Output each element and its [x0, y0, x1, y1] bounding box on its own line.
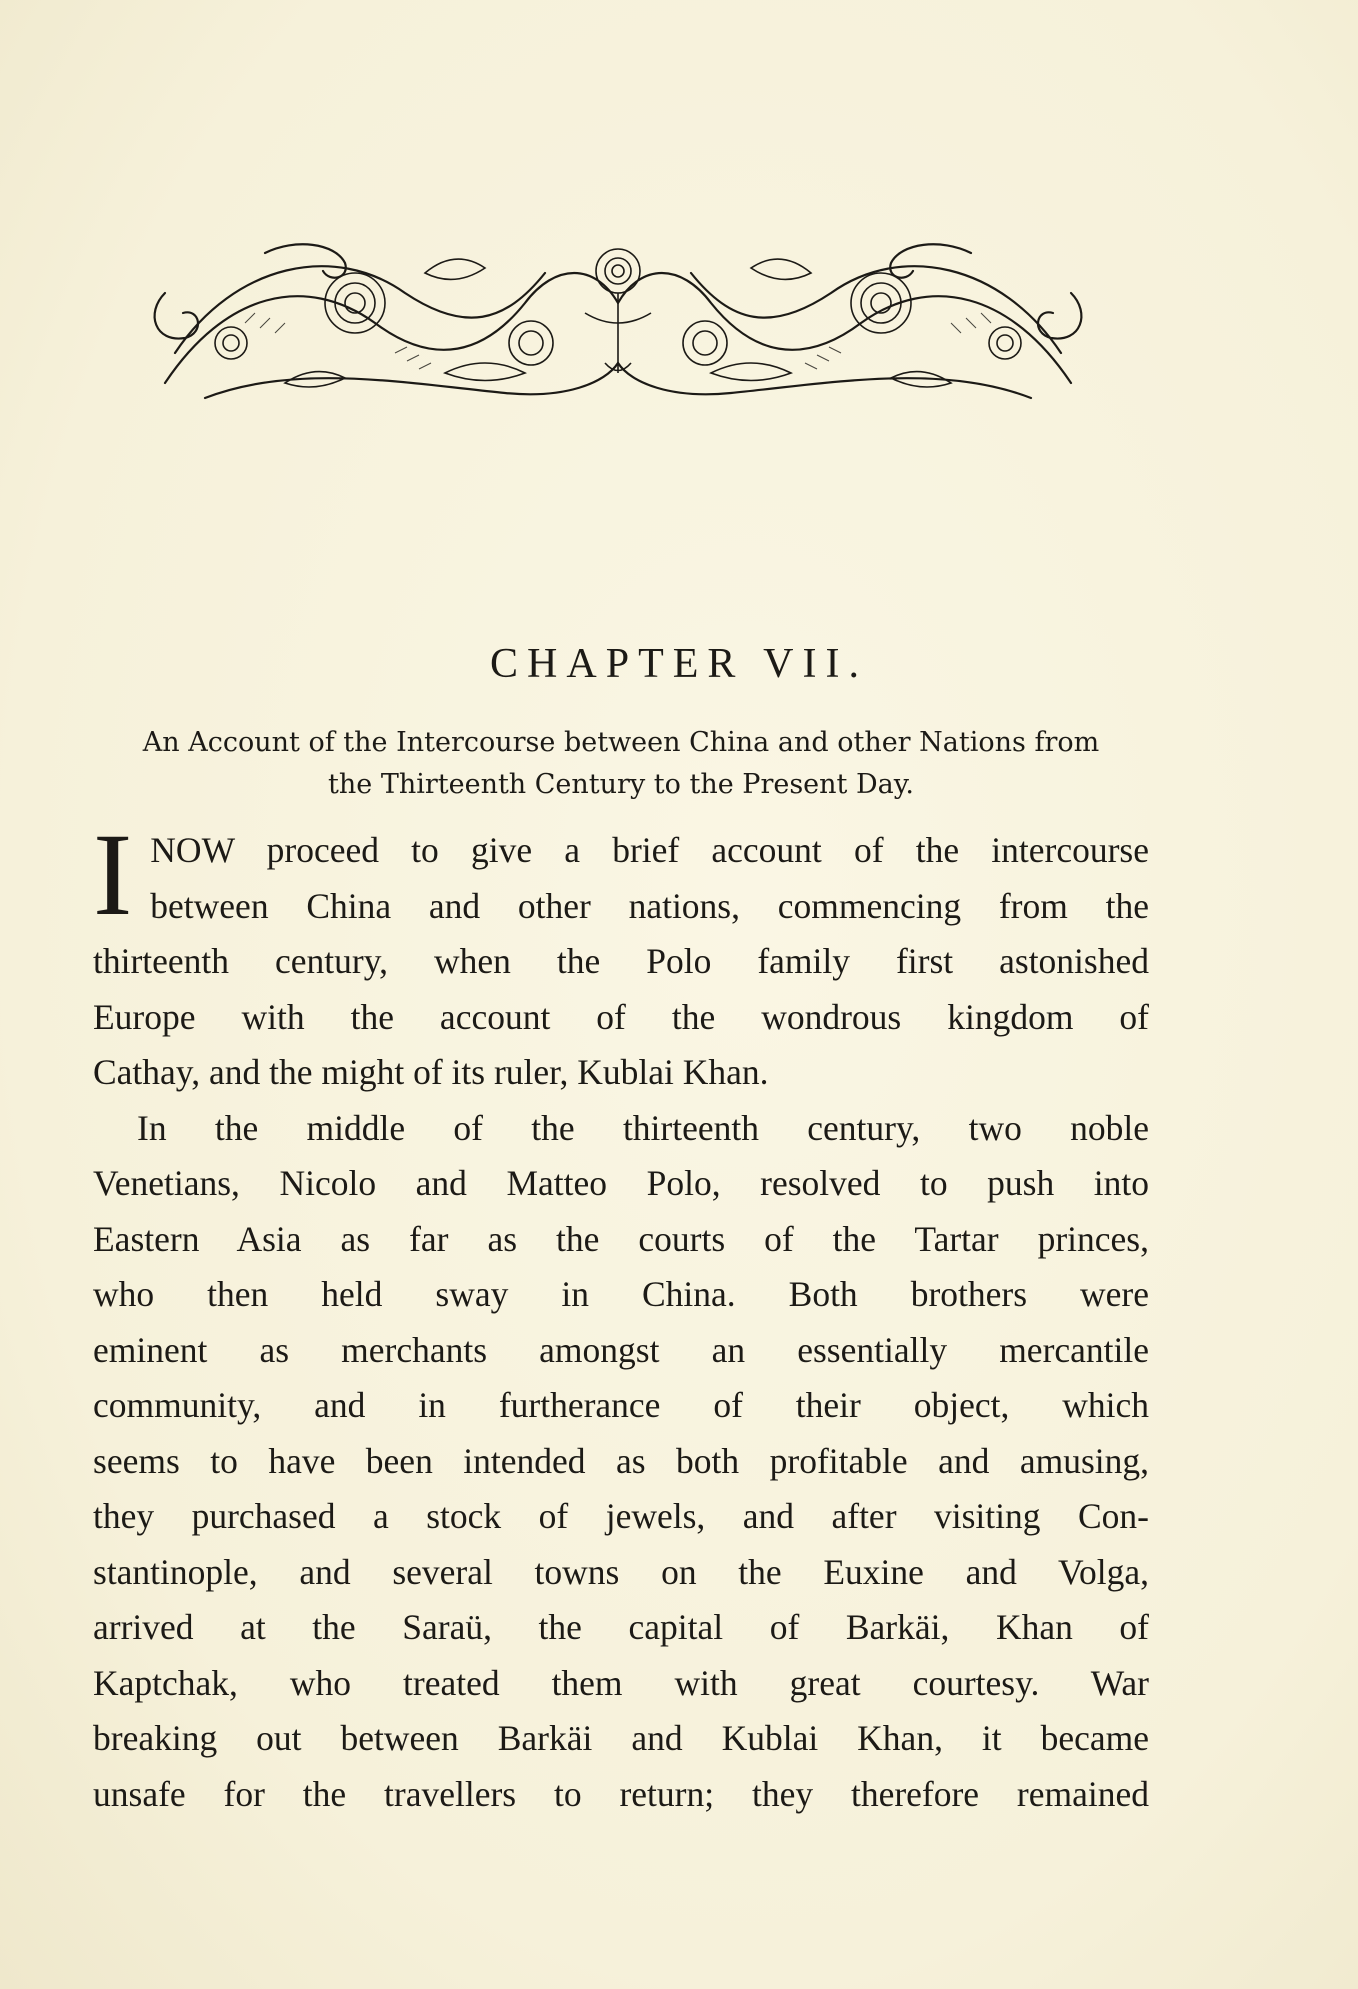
text-line: stantinople, and several towns on the Euxine and Volga, [93, 1551, 1149, 1592]
text-line: NOW proceed to give a brief account of the intercourse [150, 830, 1149, 870]
text-line: who then held sway in China. Both brothers were [93, 1274, 1149, 1314]
drop-cap: I [93, 809, 133, 940]
text-line: community, and in furtherance of their object, which [93, 1385, 1149, 1425]
text-line: they purchased a stock of jewels, and after visiting Con- [93, 1496, 1149, 1536]
text-line: Cathay, and the might of its ruler, Kublai Khan. [93, 1052, 769, 1092]
subtitle-line-1: An Account of the Intercourse between China and other Nations from [142, 727, 1100, 758]
text-line: seems to have been intended as both profitable and amusing, [93, 1440, 1149, 1481]
subtitle-line-2: the Thirteenth Century to the Present Day. [328, 769, 914, 800]
text-line: Europe with the account of the wondrous kingdom of [93, 996, 1149, 1037]
chapter-title: CHAPTER VII. [490, 641, 868, 687]
text-line: eminent as merchants amongst an essentially mercantile [93, 1329, 1149, 1370]
paragraph-1 [93, 809, 1149, 1101]
text-line: In the middle of the thirteenth century, two noble [137, 1107, 1149, 1148]
chapter-subtitle [93, 722, 1149, 806]
text-line: Kaptchak, who treated them with great courtesy. War [93, 1662, 1149, 1703]
text-line: Eastern Asia as far as the courts of the Tartar princes, [93, 1218, 1149, 1259]
chapter-body-text [93, 809, 1149, 1822]
text-line: thirteenth century, when the Polo family first astonished [93, 941, 1149, 981]
floral-headpiece-ornament [145, 233, 1091, 405]
paragraph-2 [93, 1101, 1149, 1823]
text-line: unsafe for the travellers to return; they therefore remained [93, 1773, 1149, 1814]
text-line: arrived at the Saraü, the capital of Barkäi, Khan of [93, 1607, 1149, 1647]
text-line: between China and other nations, commencing from the [150, 885, 1149, 926]
text-line: Venetians, Nicolo and Matteo Polo, resolved to push into [93, 1163, 1149, 1203]
text-line: breaking out between Barkäi and Kublai Khan, it became [93, 1718, 1149, 1758]
